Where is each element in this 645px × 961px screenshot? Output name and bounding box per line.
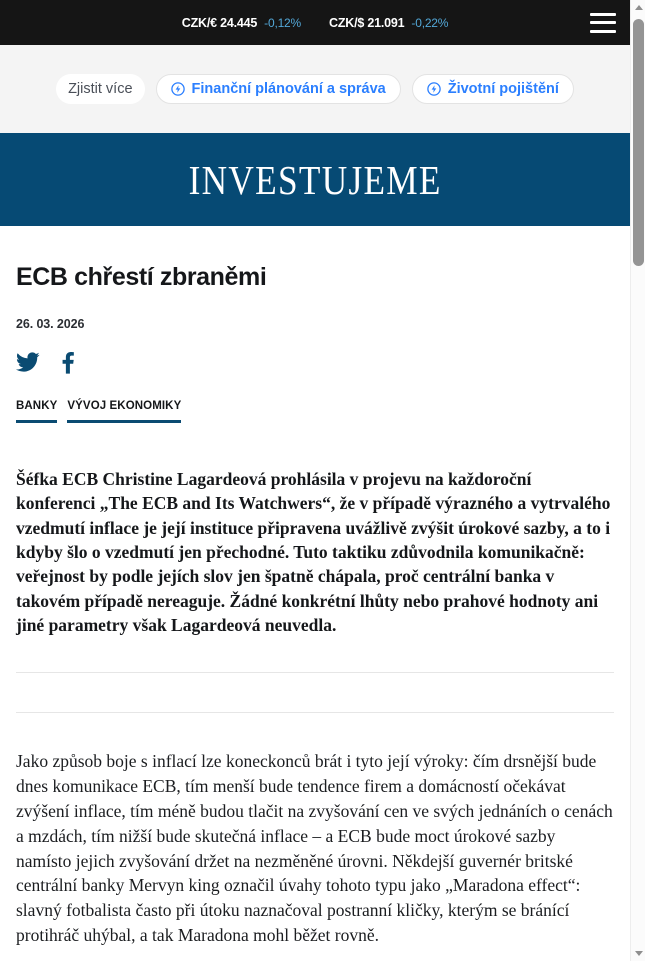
- social-share-row: [16, 331, 614, 373]
- ticker-item[interactable]: [182, 16, 301, 30]
- promo-link-label: Životní pojištění: [447, 81, 559, 97]
- article-date: 26. 03. 2026: [16, 317, 85, 331]
- scroll-up-arrow-icon[interactable]: [631, 0, 645, 15]
- promo-bar: [0, 45, 630, 133]
- hamburger-bar: [590, 13, 616, 16]
- hamburger-bar: [590, 30, 616, 33]
- vertical-scrollbar[interactable]: [630, 0, 645, 961]
- circle-bolt-icon: [171, 82, 185, 96]
- promo-link-label: Finanční plánování a správa: [191, 81, 386, 97]
- ticker-item[interactable]: [329, 16, 448, 30]
- article-title: ECB chřestí zbraněmi: [16, 263, 267, 291]
- article: [0, 226, 630, 961]
- site-banner: [0, 133, 630, 226]
- promo-label: Zjistit více: [56, 74, 144, 104]
- article-tags: [16, 373, 614, 423]
- scroll-down-arrow-glyph: [635, 951, 643, 956]
- scroll-up-arrow-glyph: [635, 5, 643, 10]
- article-divider: [16, 672, 614, 673]
- ticker-change-value: -0,12%: [264, 15, 301, 30]
- facebook-icon[interactable]: [62, 352, 74, 374]
- article-lead-paragraph: Šéfka ECB Christine Lagardeová prohlásila v projevu na každoroční konferenci „The ECB and Its Watchwers“, že v případě výrazného a vytrvalého vzedmutí inflace je její instituce připravena uvážlivě zvýšit úrokové sazby, a to i kdyby šlo o vzedmutí jen přechodné. Tuto taktiku zdůvodnila komunikačně: veřejnost by podle jejích slov jen špatně chápala, proč centrální banka v takovém případě nereaguje. Žádné konkrétní lhůty nebo prahové hodnoty ani jiné parametry však Lagardeová neuvedla.: [16, 469, 611, 635]
- promo-link-financial-planning[interactable]: [156, 74, 401, 104]
- ticker-bar: [0, 0, 630, 45]
- scroll-down-arrow-icon[interactable]: [631, 946, 645, 961]
- site-logo[interactable]: INVESTUJEME: [188, 156, 442, 203]
- ticker-pair-value: CZK/$ 21.091: [329, 15, 405, 30]
- article-body-paragraph: Jako způsob boje s inflací lze koneckonců brát i tyto její výroky: čím drsnější bude dnes komunikace ECB, tím menší bude tendence firem a domácností očekávat zvýšení inflace, tím méně budou tlačit na zvyšování cen ve svých jednáních o cenách a mzdách, tím nižší bude skutečná inflace – a ECB bude moct úrokové sazby namísto jejich zvyšování držet na nezměněné úrovni. Někdejší guvernér britské centrální banky Mervyn king označil úvahy tohoto typu jako „Maradona effect“: slavný fotbalista často při útoku naznačoval postranní kličky, kterým se bránící protihráč uhýbal, a tak Maradona mohl běžet rovně.: [16, 751, 613, 946]
- hamburger-bar: [590, 21, 616, 24]
- article-tag-vyvoj-ekonomiky[interactable]: VÝVOJ EKONOMIKY: [67, 400, 181, 423]
- article-tag-banky[interactable]: BANKY: [16, 400, 57, 423]
- ticker-pair-value: CZK/€ 24.445: [181, 15, 258, 30]
- hamburger-menu-icon[interactable]: [590, 13, 616, 33]
- circle-bolt-icon: [427, 82, 441, 96]
- scrollbar-thumb[interactable]: [633, 19, 644, 266]
- promo-link-life-insurance[interactable]: [412, 74, 574, 104]
- ticker-change-value: -0,22%: [411, 15, 449, 30]
- twitter-icon[interactable]: [16, 352, 40, 373]
